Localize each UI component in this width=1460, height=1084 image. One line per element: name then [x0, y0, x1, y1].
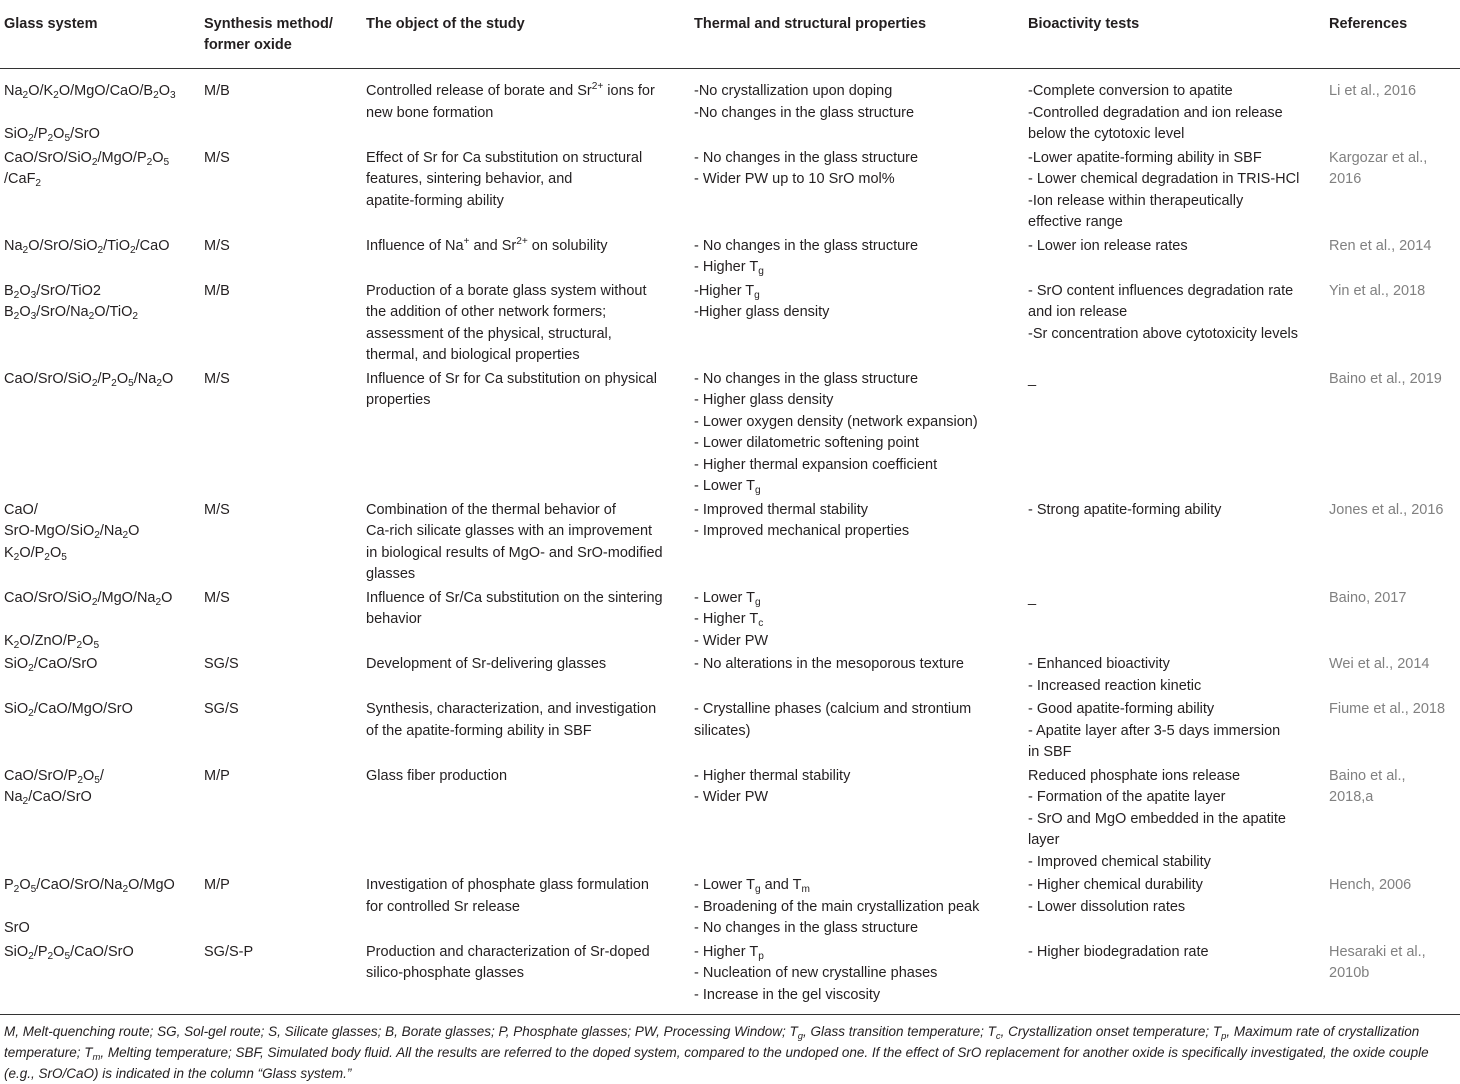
cell-line: - Crystalline phases (calcium and strontium	[694, 701, 972, 717]
study-object-cell	[362, 942, 690, 1015]
table-row	[0, 69, 1460, 148]
cell-line: CaO/	[4, 501, 38, 518]
reference-link[interactable]: 2016	[1329, 171, 1362, 187]
glass-system-cell	[0, 766, 200, 876]
thermal-properties-cell	[690, 236, 1024, 281]
study-object-cell	[362, 588, 690, 655]
thermal-properties-cell	[690, 699, 1024, 766]
cell-line: - Lower dilatometric softening point	[694, 435, 919, 451]
reference-link[interactable]: Ren et al., 2014	[1329, 237, 1432, 254]
table-row	[0, 281, 1460, 369]
reference-cell[interactable]	[1325, 281, 1460, 369]
synthesis-method-cell	[200, 148, 362, 236]
synthesis-method-cell	[200, 236, 362, 281]
cell-line: -Complete conversion to apatite	[1028, 83, 1233, 99]
reference-link[interactable]: Kargozar et al.,	[1329, 149, 1428, 166]
cell-line: glasses	[366, 566, 416, 582]
thermal-properties-cell	[690, 766, 1024, 876]
thermal-properties-cell	[690, 942, 1024, 1015]
cell-line: Influence of Sr for Ca substitution on physical	[366, 370, 657, 387]
reference-cell[interactable]	[1325, 69, 1460, 148]
synthesis-method-cell	[200, 766, 362, 876]
bioactivity-cell	[1024, 236, 1325, 281]
table-row	[0, 588, 1460, 655]
study-object-cell	[362, 69, 690, 148]
reference-cell[interactable]	[1325, 500, 1460, 588]
cell-line: SrO	[4, 920, 30, 936]
cell-line: /CaF$_2$	[4, 171, 42, 189]
thermal-properties-cell	[690, 369, 1024, 500]
cell-line: - Enhanced bioactivity	[1028, 656, 1170, 672]
cell-line: apatite-forming ability	[366, 192, 504, 209]
reference-link[interactable]: 2018,a	[1329, 789, 1374, 805]
thermal-properties-cell	[690, 875, 1024, 942]
cell-line: SiO$_2$/CaO/MgO/SrO	[4, 701, 133, 719]
header-row	[0, 0, 1460, 69]
reference-link[interactable]: Wei et al., 2014	[1329, 656, 1430, 672]
study-object-cell	[362, 148, 690, 236]
cell-line: - Lower ion release rates	[1028, 237, 1188, 254]
bioactivity-cell	[1024, 942, 1325, 1015]
cell-line: - Higher $T_p$	[694, 943, 764, 962]
cell-line: M/S	[204, 501, 230, 518]
cell-line: -No crystallization upon doping	[694, 83, 893, 99]
cell-line: for controlled Sr release	[366, 898, 520, 915]
glass-system-cell	[0, 369, 200, 500]
cell-line: - Broadening of the main crystallization peak	[694, 898, 980, 915]
cell-line: - Lower dissolution rates	[1028, 898, 1186, 915]
cell-line: Reduced phosphate ions release	[1028, 767, 1241, 784]
cell-line: SrO-$MgO/SiO_2/Na_2O$	[4, 523, 140, 541]
reference-link[interactable]: Baino et al.,	[1329, 767, 1406, 784]
cell-line: -Lower apatite-forming ability in SBF	[1028, 149, 1262, 166]
cell-line: - Lower $T_g$	[694, 478, 761, 496]
cell-line: - Apatite layer after 3-5 days immersion	[1028, 722, 1281, 739]
cell-line: assessment of the physical, structural,	[366, 325, 612, 342]
reference-cell[interactable]	[1325, 369, 1460, 500]
glass-system-cell	[0, 654, 200, 699]
synthesis-method-cell	[200, 588, 362, 655]
cell-line: SiO$_2$/CaO/SrO	[4, 656, 98, 674]
table-body	[0, 69, 1460, 1015]
cell-line: - Strong apatite-forming ability	[1028, 501, 1222, 518]
bioactivity-cell	[1024, 766, 1325, 876]
table-row	[0, 942, 1460, 1015]
table-row	[0, 766, 1460, 876]
cell-line: Production and characterization of Sr-doped	[366, 943, 650, 960]
reference-link[interactable]: Li et al., 2016	[1329, 83, 1417, 99]
study-object-cell	[362, 654, 690, 699]
column-header-synthesis-method: Synthesis method/ former oxide	[200, 0, 362, 69]
cell-line: the addition of other network formers;	[366, 304, 607, 320]
cell-line: M/S	[204, 370, 230, 387]
table-row	[0, 699, 1460, 766]
cell-line: $Na_2O/SrO/SiO_2/TiO_2$/CaO	[4, 237, 170, 256]
thermal-properties-cell	[690, 654, 1024, 699]
cell-line: - Wider PW	[694, 632, 769, 649]
cell-line: $B_2O_3/SrO/Na_2O/TiO_2$	[4, 304, 139, 322]
bioactivity-cell	[1024, 369, 1325, 500]
cell-line: - Formation of the apatite layer	[1028, 789, 1226, 805]
synthesis-method-cell	[200, 281, 362, 369]
cell-line: - Higher thermal stability	[694, 767, 851, 784]
cell-line: - Higher $T_c$	[694, 611, 764, 629]
cell-line: $Na_2/CaO$/SrO	[4, 789, 92, 807]
cell-line: SG/S-P	[204, 943, 254, 960]
cell-line: -Higher glass density	[694, 304, 830, 320]
cell-line: - Increase in the gel viscosity	[694, 986, 881, 1003]
study-object-cell	[362, 236, 690, 281]
bioactivity-cell	[1024, 500, 1325, 588]
glass-system-cell	[0, 942, 200, 1015]
cell-line: effective range	[1028, 214, 1123, 230]
glass-system-cell	[0, 281, 200, 369]
cell-line: - Improved mechanical properties	[694, 523, 910, 539]
synthesis-method-cell	[200, 875, 362, 942]
cell-line: thermal, and biological properties	[366, 347, 580, 363]
cell-line: in biological results of MgO- and SrO-modified	[366, 544, 663, 561]
cell-line: - No changes in the glass structure	[694, 149, 919, 166]
cell-line: - Lower chemical degradation in TRIS-HCl	[1028, 171, 1300, 187]
cell-line: -Controlled degradation and ion release	[1028, 104, 1283, 121]
cell-line: behavior	[366, 611, 422, 627]
table-row	[0, 148, 1460, 236]
cell-line: M/S	[204, 237, 230, 254]
reference-link[interactable]: Hesaraki et al.,	[1329, 943, 1426, 960]
reference-link[interactable]: 2010b	[1329, 965, 1370, 981]
reference-cell[interactable]	[1325, 236, 1460, 281]
cell-line: M/P	[204, 767, 230, 784]
cell-line: - Lower $T_g$ and $T_m$	[694, 877, 810, 895]
cell-line: $K_2O/P_2O_5$	[4, 544, 67, 563]
cell-line: layer	[1028, 832, 1060, 848]
glass-system-cell	[0, 500, 200, 588]
bioactivity-cell	[1024, 654, 1325, 699]
table-row	[0, 875, 1460, 942]
cell-line: - SrO content influences degradation rate	[1028, 282, 1294, 299]
cell-line: Combination of the thermal behavior of	[366, 501, 616, 518]
bioactivity-cell	[1024, 281, 1325, 369]
thermal-properties-cell	[690, 148, 1024, 236]
cell-line: CaO/$SrO/SiO_2/P_2O_5/Na_2O$	[4, 370, 174, 389]
cell-line: Controlled release of borate and $Sr^{2+}$ ions for	[366, 81, 655, 99]
synthesis-method-cell	[200, 369, 362, 500]
reference-cell[interactable]	[1325, 766, 1460, 876]
reference-link[interactable]: Yin et al., 2018	[1329, 282, 1426, 299]
cell-line: Influence of Na+ and $Sr^{2+}$ on solubility	[366, 235, 608, 254]
cell-line: Ca-rich silicate glasses with an improvement	[366, 523, 653, 539]
cell-line: SG/S	[204, 701, 239, 717]
cell-line: - No changes in the glass structure	[694, 920, 919, 936]
cell-line: - Wider PW up to 10 SrO mol%	[694, 171, 895, 187]
column-header-bioactivity: Bioactivity tests	[1024, 0, 1325, 69]
cell-line: SG/S	[204, 656, 239, 672]
cell-line: M/S	[204, 149, 230, 166]
cell-line: _	[1028, 370, 1037, 387]
thermal-properties-cell	[690, 281, 1024, 369]
table-row	[0, 369, 1460, 500]
reference-cell[interactable]	[1325, 875, 1460, 942]
glass-system-cell	[0, 875, 200, 942]
cell-line: - Lower oxygen density (network expansion)	[694, 413, 978, 430]
cell-line: M/B	[204, 282, 230, 299]
cell-line: Synthesis, characterization, and investigation	[366, 701, 657, 717]
study-object-cell	[362, 766, 690, 876]
bioactivity-cell	[1024, 69, 1325, 148]
cell-line: features, sintering behavior, and	[366, 171, 573, 187]
column-header-object: The object of the study	[362, 0, 690, 69]
glass-system-cell	[0, 69, 200, 148]
cell-line: - SrO and MgO embedded in the apatite	[1028, 810, 1286, 827]
reference-link[interactable]: Fiume et al., 2018	[1329, 701, 1446, 717]
cell-line: of the apatite-forming ability in SBF	[366, 722, 592, 739]
reference-cell[interactable]	[1325, 588, 1460, 655]
cell-line: -Ion release within therapeutically	[1028, 192, 1244, 209]
cell-line: - Good apatite-forming ability	[1028, 701, 1215, 717]
reference-cell[interactable]	[1325, 942, 1460, 1015]
bioactivity-cell	[1024, 875, 1325, 942]
table-row	[0, 500, 1460, 588]
cell-line	[4, 103, 196, 125]
cell-line: below the cytotoxic level	[1028, 126, 1185, 142]
cell-line: silicates)	[694, 722, 751, 739]
thermal-properties-cell	[690, 588, 1024, 655]
cell-line: - Higher chemical durability	[1028, 877, 1203, 893]
cell-line: properties	[366, 392, 431, 408]
table-row	[0, 236, 1460, 281]
cell-line: -Higher $T_g$	[694, 282, 760, 301]
column-header-thermal: Thermal and structural properties	[690, 0, 1024, 69]
reference-link[interactable]: Hench, 2006	[1329, 877, 1412, 893]
cell-line	[4, 609, 196, 631]
cell-line: - No changes in the glass structure	[694, 370, 919, 387]
cell-line: $K_2O/ZnO/P_2O_5$	[4, 632, 100, 651]
bioactivity-cell	[1024, 699, 1325, 766]
glass-system-cell	[0, 588, 200, 655]
cell-line: $SiO_2/P_2O_5$/SrO	[4, 126, 100, 144]
cell-line: M/S	[204, 589, 230, 606]
cell-line: - Higher $T_g$	[694, 259, 764, 277]
synthesis-method-cell	[200, 699, 362, 766]
table-row	[0, 654, 1460, 699]
column-header-references: References	[1325, 0, 1460, 69]
thermal-properties-cell	[690, 500, 1024, 588]
cell-line: - Nucleation of new crystalline phases	[694, 965, 938, 981]
cell-line: CaO/$SrO/P_2O_5/$	[4, 767, 104, 786]
cell-line: $SiO_2/P_2O_5/CaO$/SrO	[4, 943, 134, 962]
cell-line: -Sr concentration above cytotoxicity levels	[1028, 325, 1298, 342]
cell-line: Glass fiber production	[366, 767, 508, 784]
cell-line: Investigation of phosphate glass formulation	[366, 877, 649, 893]
cell-line: new bone formation	[366, 104, 494, 121]
glass-system-cell	[0, 699, 200, 766]
cell-line: - Higher glass density	[694, 392, 834, 408]
cell-line: Influence of Sr/Ca substitution on the sintering	[366, 589, 663, 606]
synthesis-method-cell	[200, 654, 362, 699]
cell-line: $Na_2O/K_2O/MgO/CaO/B_2O_3$	[4, 83, 176, 101]
synthesis-method-cell	[200, 500, 362, 588]
reference-cell[interactable]	[1325, 148, 1460, 236]
study-object-cell	[362, 369, 690, 500]
cell-line: - Lower $T_g$	[694, 589, 761, 608]
cell-line: Effect of Sr for Ca substitution on structural	[366, 149, 643, 166]
study-object-cell	[362, 281, 690, 369]
reference-link[interactable]: Jones et al., 2016	[1329, 501, 1444, 518]
bioactivity-cell	[1024, 588, 1325, 655]
glass-system-cell	[0, 236, 200, 281]
reference-cell[interactable]	[1325, 654, 1460, 699]
cell-line: silico-phosphate glasses	[366, 965, 524, 981]
reference-link[interactable]: Baino et al., 2019	[1329, 370, 1442, 387]
cell-line: - No alterations in the mesoporous texture	[694, 656, 964, 672]
cell-line: - Improved chemical stability	[1028, 853, 1211, 870]
reference-cell[interactable]	[1325, 699, 1460, 766]
cell-line: M/P	[204, 877, 230, 893]
cell-line: M/B	[204, 83, 230, 99]
column-header-glass-system: Glass system	[0, 0, 200, 69]
cell-line: -No changes in the glass structure	[694, 104, 915, 121]
cell-line: Production of a borate glass system without	[366, 282, 647, 299]
synthesis-method-cell	[200, 69, 362, 148]
table-footnote: M, Melt-quenching route; SG, Sol-gel route; S, Silicate glasses; B, Borate glasses; P, Phosphate glasses; PW, Processing Window; $T_g$, Glass transition temperature; $T_c$, Crystallization onset temperature; $T_p$, Maximum rate of crystallization temperature; $T_m$, Melting temperature; SBF, Simulated body fluid. All the results are referred to the doped system, compared to the undoped one. If the effect of SrO replacement for another oxide is specifically investigated, the oxide couple (e.g., SrO/CaO) is indicated in the column “Glass system.”	[4, 1024, 1429, 1081]
cell-line: $B_2O_3/SrO/TiO2$	[4, 282, 101, 301]
cell-line: _	[1028, 589, 1037, 606]
cell-line: and ion release	[1028, 304, 1128, 320]
cell-line	[4, 897, 196, 919]
cell-line: - Higher biodegradation rate	[1028, 943, 1209, 960]
cell-line: - Higher thermal expansion coefficient	[694, 456, 938, 473]
cell-line: - Wider PW	[694, 789, 769, 805]
cell-line: - Increased reaction kinetic	[1028, 677, 1202, 694]
reference-link[interactable]: Baino, 2017	[1329, 589, 1407, 606]
cell-line: CaO/$SrO/SiO_2/MgO/P_2O_5$	[4, 149, 170, 168]
cell-line: - Improved thermal stability	[694, 501, 869, 518]
study-object-cell	[362, 875, 690, 942]
cell-line: - No changes in the glass structure	[694, 237, 919, 254]
bioactivity-cell	[1024, 148, 1325, 236]
cell-line: $P_2O_5/CaO/SrO/Na_2O$/MgO	[4, 877, 175, 895]
study-object-cell	[362, 500, 690, 588]
cell-line: CaO/$SrO/SiO_2/MgO/Na_2O$	[4, 589, 173, 608]
cell-line: Development of Sr-delivering glasses	[366, 656, 607, 672]
cell-line: in SBF	[1028, 744, 1072, 760]
study-object-cell	[362, 699, 690, 766]
glass-system-cell	[0, 148, 200, 236]
thermal-properties-cell	[690, 69, 1024, 148]
synthesis-method-cell	[200, 942, 362, 1015]
